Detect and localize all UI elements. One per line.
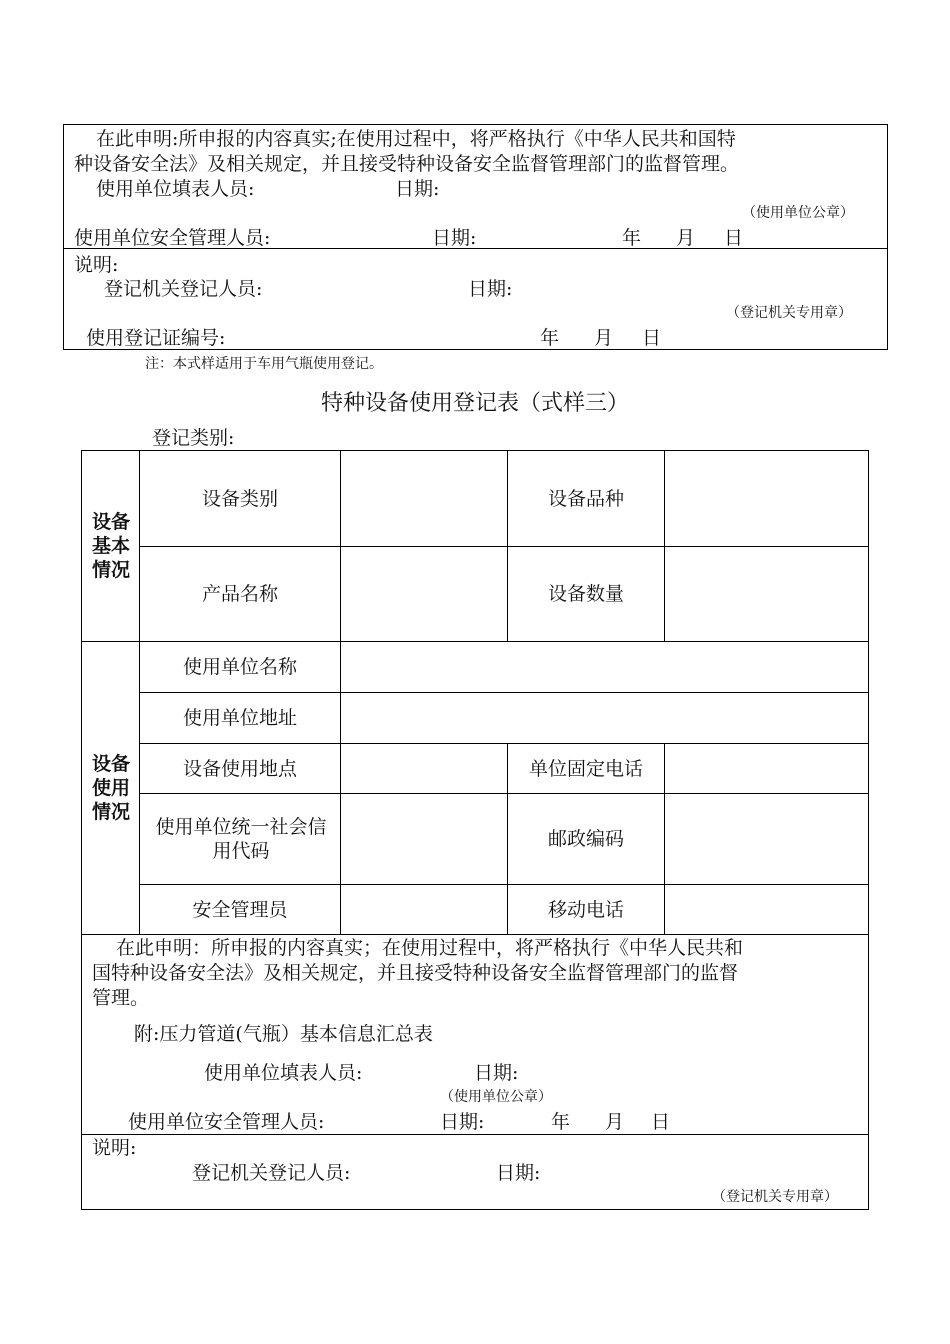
device-variety-value[interactable]: [665, 451, 868, 546]
bottom-day-label: 日: [651, 1111, 671, 1133]
footnote: 注：本式样适用于车用气瓶使用登记。: [145, 356, 383, 372]
device-category-value[interactable]: [341, 451, 507, 546]
user-name-label: 使用单位名称: [182, 656, 297, 678]
bottom-filler-date-label: 日期:: [474, 1062, 519, 1084]
top-safety-manager-label: 使用单位安全管理人员:: [74, 227, 271, 249]
section-usage-header: 设备使用情况: [92, 753, 131, 823]
credit-code-value[interactable]: [341, 794, 507, 884]
postal-code-label: 邮政编码: [547, 828, 624, 850]
fixed-phone-value[interactable]: [665, 744, 868, 793]
bottom-note-label: 说明:: [92, 1137, 137, 1159]
top-day2-label: 日: [642, 327, 662, 349]
bottom-filler-label: 使用单位填表人员:: [204, 1062, 363, 1084]
product-name-value[interactable]: [341, 547, 507, 641]
fixed-phone-label: 单位固定电话: [528, 757, 643, 780]
top-declaration-line1: 在此申明:所申报的内容真实;在使用过程中，将严格执行《中华人民共和国特: [96, 128, 736, 150]
form-title: 特种设备使用登记表（式样三）: [320, 391, 629, 416]
bottom-declaration-line1: 在此申明：所申报的内容真实；在使用过程中，将严格执行《中华人民共和: [116, 937, 744, 959]
bottom-registrar-label: 登记机关登记人员:: [192, 1162, 351, 1184]
top-filler-date-label: 日期:: [395, 178, 440, 200]
registration-category-label: 登记类别:: [152, 427, 235, 449]
device-category-label: 设备类别: [201, 487, 278, 510]
top-day-label: 日: [724, 227, 744, 249]
top-year-label: 年: [622, 227, 642, 249]
mobile-phone-value[interactable]: [665, 885, 868, 934]
safety-officer-value[interactable]: [341, 885, 507, 934]
bottom-year-label: 年: [551, 1111, 571, 1133]
mobile-phone-label: 移动电话: [547, 898, 624, 921]
bottom-declaration-line2: 国特种设备安全法》及相关规定，并且接受特种设备安全监督管理部门的监督: [92, 962, 739, 984]
bottom-declaration-line3: 管理。: [92, 987, 150, 1009]
top-registrar-date-label: 日期:: [468, 278, 513, 300]
top-user-seal-note: （使用单位公章）: [742, 205, 854, 221]
usage-location-label: 设备使用地点: [182, 757, 297, 780]
postal-code-value[interactable]: [665, 794, 868, 884]
bottom-registrar-date-label: 日期:: [496, 1162, 541, 1184]
user-name-value[interactable]: [341, 642, 868, 692]
top-declaration-line2: 种设备安全法》及相关规定，并且接受特种设备安全监督管理部门的监督管理。: [74, 153, 740, 175]
safety-officer-label: 安全管理员: [192, 898, 288, 921]
bottom-safety-manager-label: 使用单位安全管理人员:: [128, 1111, 325, 1133]
product-name-label: 产品名称: [201, 583, 278, 605]
usage-location-value[interactable]: [341, 744, 507, 793]
attachment-label: 附:压力管道(气瓶）基本信息汇总表: [134, 1023, 433, 1045]
top-safety-date-label: 日期:: [432, 227, 477, 249]
credit-code-label: 使用单位统一社会信用代码: [155, 816, 327, 862]
bottom-registry-seal-note: （登记机关专用章）: [712, 1189, 838, 1205]
user-address-value[interactable]: [341, 693, 868, 743]
cert-number-label: 使用登记证编号:: [86, 327, 226, 349]
section-basic-header: 设备基本情况: [92, 511, 131, 581]
device-quantity-label: 设备数量: [547, 583, 624, 605]
bottom-month-label: 月: [605, 1111, 625, 1133]
top-registrar-label: 登记机关登记人员:: [104, 278, 263, 300]
user-address-label: 使用单位地址: [182, 707, 297, 729]
top-month-label: 月: [676, 227, 696, 249]
top-year2-label: 年: [540, 327, 560, 349]
top-registry-seal-note: （登记机关专用章）: [726, 305, 852, 321]
device-quantity-value[interactable]: [665, 547, 868, 641]
bottom-user-seal-note: （使用单位公章）: [440, 1089, 552, 1105]
top-note-label: 说明:: [74, 254, 119, 276]
top-month2-label: 月: [594, 327, 614, 349]
device-variety-label: 设备品种: [547, 487, 624, 510]
top-filler-label: 使用单位填表人员:: [96, 178, 255, 200]
bottom-safety-date-label: 日期:: [440, 1111, 485, 1133]
